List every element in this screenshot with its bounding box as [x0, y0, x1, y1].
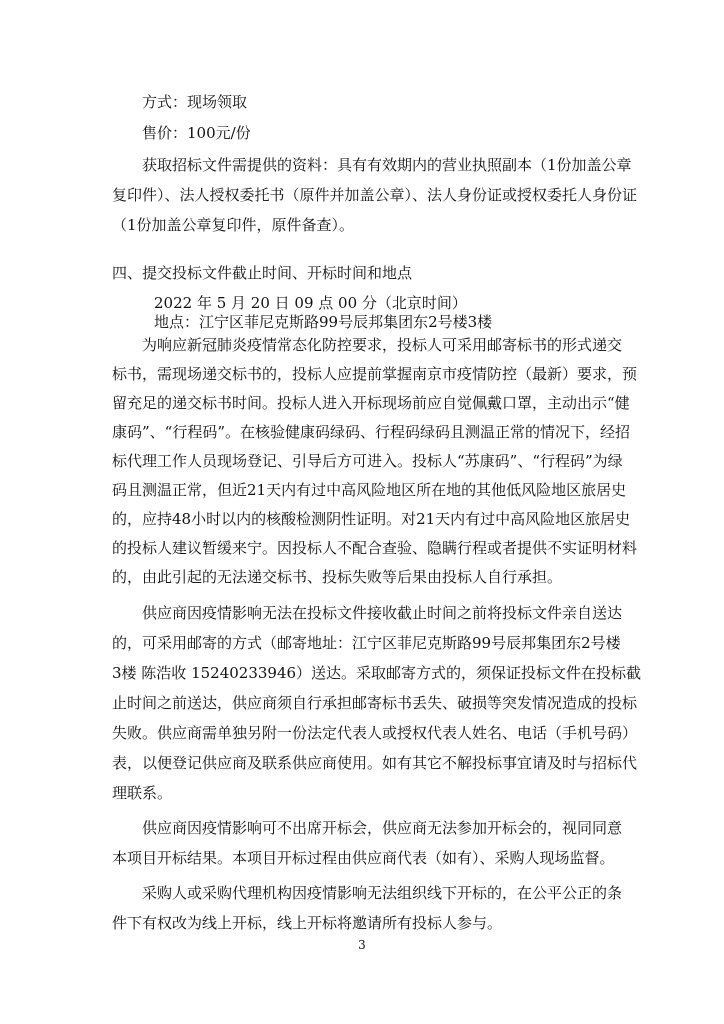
paragraph-line: 的，应持48小时以内的核酸检测阴性证明。对21天内有过中高风险地区旅居史 — [112, 510, 631, 528]
section-heading: 四、提交投标文件截止时间、开标时间和地点 — [112, 264, 413, 282]
page-number: 3 — [358, 938, 366, 952]
paragraph-line: 复印件）、法人授权委托书（原件并加盖公章）、法人身份证或授权委托人身份证 — [112, 186, 638, 204]
paragraph-line: 止时间之前送达，供应商须自行承担邮寄标书丢失、破损等突发情况造成的投标 — [112, 694, 638, 712]
paragraph-line: 采购人或采购代理机构因疫情影响无法组织线下开标的，在公平公正的条 — [142, 884, 623, 902]
paragraph-line: 本项目开标结果。本项目开标过程由供应商代表（如有）、采购人现场监督。 — [112, 849, 615, 867]
paragraph-line: 码且测温正常，但近21天内有过中高风险地区所在地的其他低风险地区旅居史 — [112, 481, 627, 499]
paragraph-line: 标书，需现场递交标书的，投标人应提前掌握南京市疫情防控（最新）要求，预 — [112, 365, 638, 383]
paragraph-line: 获取招标文件需提供的资料：具有有效期内的营业执照副本（1份加盖公章 — [142, 156, 632, 174]
purchase-method: 方式：现场领取 — [142, 93, 248, 111]
deadline-time: 2022 年 5 月 20 日 09 点 00 分（北京时间） — [154, 294, 467, 312]
paragraph-line: 的，可采用邮寄的方式（邮寄地址：江宁区菲尼克斯路99号辰邦集团东2号楼 — [112, 634, 621, 652]
paragraph-line: 为响应新冠肺炎疫情常态化防控要求，投标人可采用邮寄标书的形式递交 — [142, 336, 623, 354]
purchase-price: 售价：100元/份 — [142, 124, 251, 142]
paragraph-line: 标代理工作人员现场登记、引导后方可进入。投标人“苏康码”、“行程码”为绿 — [112, 452, 623, 470]
paragraph-line: 留充足的递交标书时间。投标人进入开标现场前应自觉佩戴口罩，主动出示“健 — [112, 394, 630, 412]
paragraph-line: 供应商因疫情影响无法在投标文件接收截止时间之前将投标文件亲自送达 — [142, 604, 623, 622]
paragraph-line: 件下有权改为线上开标，线上开标将邀请所有投标人参与。 — [112, 914, 503, 932]
paragraph-line: 失败。供应商需单独另附一份法定代表人或授权代表人姓名、电话（手机号码） — [112, 724, 638, 742]
paragraph-line: 的投标人建议暂缓来宁。因投标人不配合查验、隐瞒行程或者提供不实证明材料 — [112, 539, 638, 557]
paragraph-line: （1份加盖公章复印件，原件备查）。 — [112, 216, 355, 234]
opening-location: 地点：江宁区菲尼克斯路99号辰邦集团东2号楼3楼 — [154, 313, 493, 331]
paragraph-line: 表，以便登记供应商及联系供应商使用。如有其它不解投标事宜请及时与招标代 — [112, 754, 638, 772]
paragraph-line: 3楼 陈浩收 15240233946）送达。采取邮寄方式的，须保证投标文件在投标截 — [112, 664, 642, 682]
paragraph-line: 的，由此引起的无法递交标书、投标失败等后果由投标人自行承担。 — [112, 568, 563, 586]
paragraph-line: 理联系。 — [112, 784, 173, 802]
paragraph-line: 供应商因疫情影响可不出席开标会，供应商无法参加开标会的，视同同意 — [142, 819, 623, 837]
paragraph-line: 康码”、“行程码”。在核验健康码绿码、行程码绿码且测温正常的情况下，经招 — [112, 423, 631, 441]
